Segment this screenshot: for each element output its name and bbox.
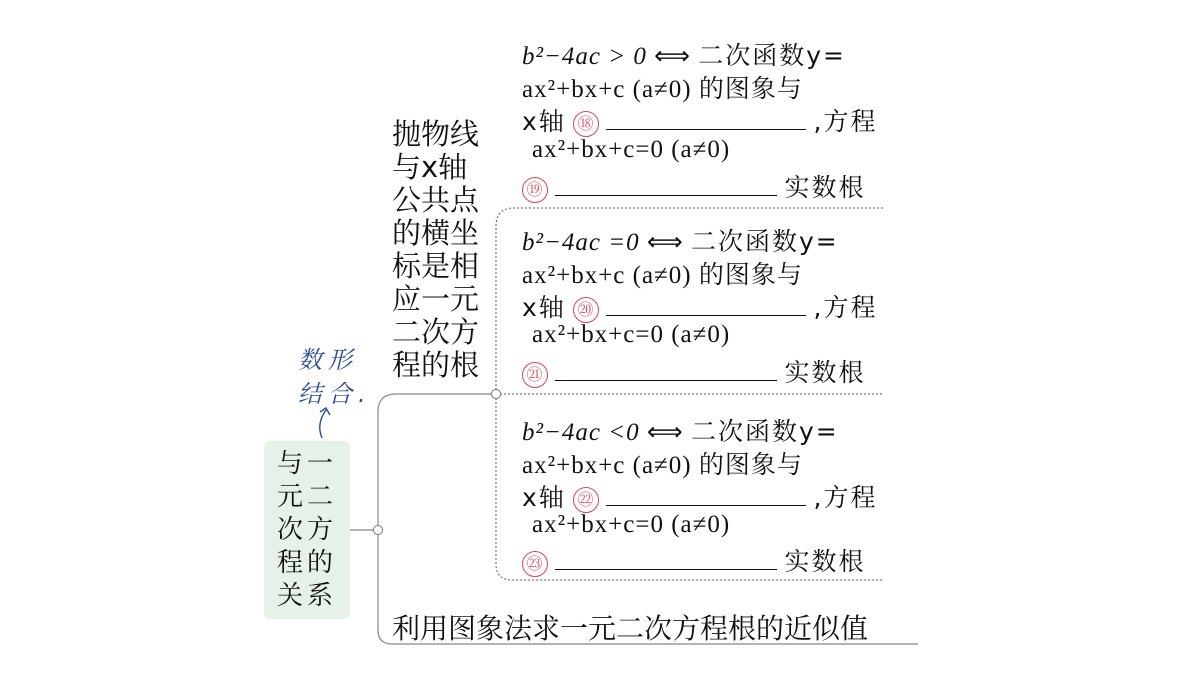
case3-equiv: ⟺ (646, 419, 684, 446)
case3-condition: b²−4ac <0 (522, 419, 640, 446)
case2-l3-tail: ,方程 (813, 293, 878, 322)
blank-22-line[interactable] (606, 483, 806, 506)
case2-l1-tail: 二次函数y= (690, 227, 839, 256)
node-dot-branch (491, 389, 501, 399)
case2-l5-tail: 实数根 (784, 358, 866, 387)
blank-20-line[interactable] (606, 293, 806, 316)
case1-line2 (522, 69, 803, 105)
blank-18-line[interactable] (606, 107, 806, 130)
case1-line1 (522, 36, 846, 72)
bottom-branch-label: 利用图象法求一元二次方程根的近似值 (392, 612, 869, 645)
case1-l2: ax²+bx+c (a≠0) 的图象与 (522, 76, 803, 103)
case3-l2: ax²+bx+c (a≠0) 的图象与 (522, 452, 803, 479)
case3-l4: ax²+bx+c=0 (a≠0) (532, 511, 731, 538)
branch-label: 抛物线与x轴公共点的横坐标是相应一元二次方程的根 (392, 117, 480, 382)
root-label: 与一元二次方程的关系 (277, 449, 338, 611)
blank-19-line[interactable] (555, 173, 777, 196)
blank-number-21: ㉑ (522, 362, 548, 388)
case3-line3 (522, 478, 878, 514)
case1-equiv: ⟺ (654, 43, 691, 70)
annotation-line1: 数形 (298, 346, 358, 374)
blank-number-18: ⑱ (573, 111, 599, 137)
case3-l3-tail: ,方程 (813, 483, 878, 512)
blank-23-line[interactable] (555, 547, 777, 570)
case1-l3-head: x轴 (522, 107, 566, 136)
blank-number-20: ⑳ (573, 297, 599, 323)
case3-line2 (522, 445, 803, 481)
case2-line4 (532, 321, 730, 349)
case2-l4: ax²+bx+c=0 (a≠0) (532, 321, 731, 348)
case2-l2: ax²+bx+c (a≠0) 的图象与 (522, 262, 803, 289)
case3-line4 (532, 511, 730, 539)
case1-line3 (522, 102, 878, 138)
case2-condition: b²−4ac =0 (522, 229, 640, 256)
node-dot-root (373, 525, 383, 535)
case1-condition: b²−4ac > 0 (522, 43, 647, 70)
blank-21-line[interactable] (555, 358, 777, 381)
case1-l4: ax²+bx+c=0 (a≠0) (532, 136, 731, 163)
case2-line2 (522, 255, 803, 291)
case2-l3-head: x轴 (522, 293, 566, 322)
case3-l5-tail: 实数根 (784, 547, 866, 576)
case2-line3 (522, 288, 878, 324)
case3-line5 (522, 542, 866, 578)
case1-line4 (532, 136, 730, 164)
blank-number-22: ㉒ (573, 487, 599, 513)
case2-line5 (522, 353, 866, 389)
blank-number-23: ㉓ (522, 551, 548, 577)
case3-l1-tail: 二次函数y= (690, 417, 839, 446)
case1-line5 (522, 168, 866, 204)
blank-number-19: ⑲ (522, 177, 548, 203)
case1-l3-tail: ,方程 (813, 107, 878, 136)
case1-l5-tail: 实数根 (784, 173, 866, 202)
case2-line1 (522, 222, 839, 258)
annotation-line2: 结合. (298, 380, 372, 408)
case3-line1 (522, 412, 839, 448)
case2-equiv: ⟺ (646, 229, 684, 256)
case3-l3-head: x轴 (522, 483, 566, 512)
case1-l1-tail: 二次函数y= (698, 41, 846, 70)
